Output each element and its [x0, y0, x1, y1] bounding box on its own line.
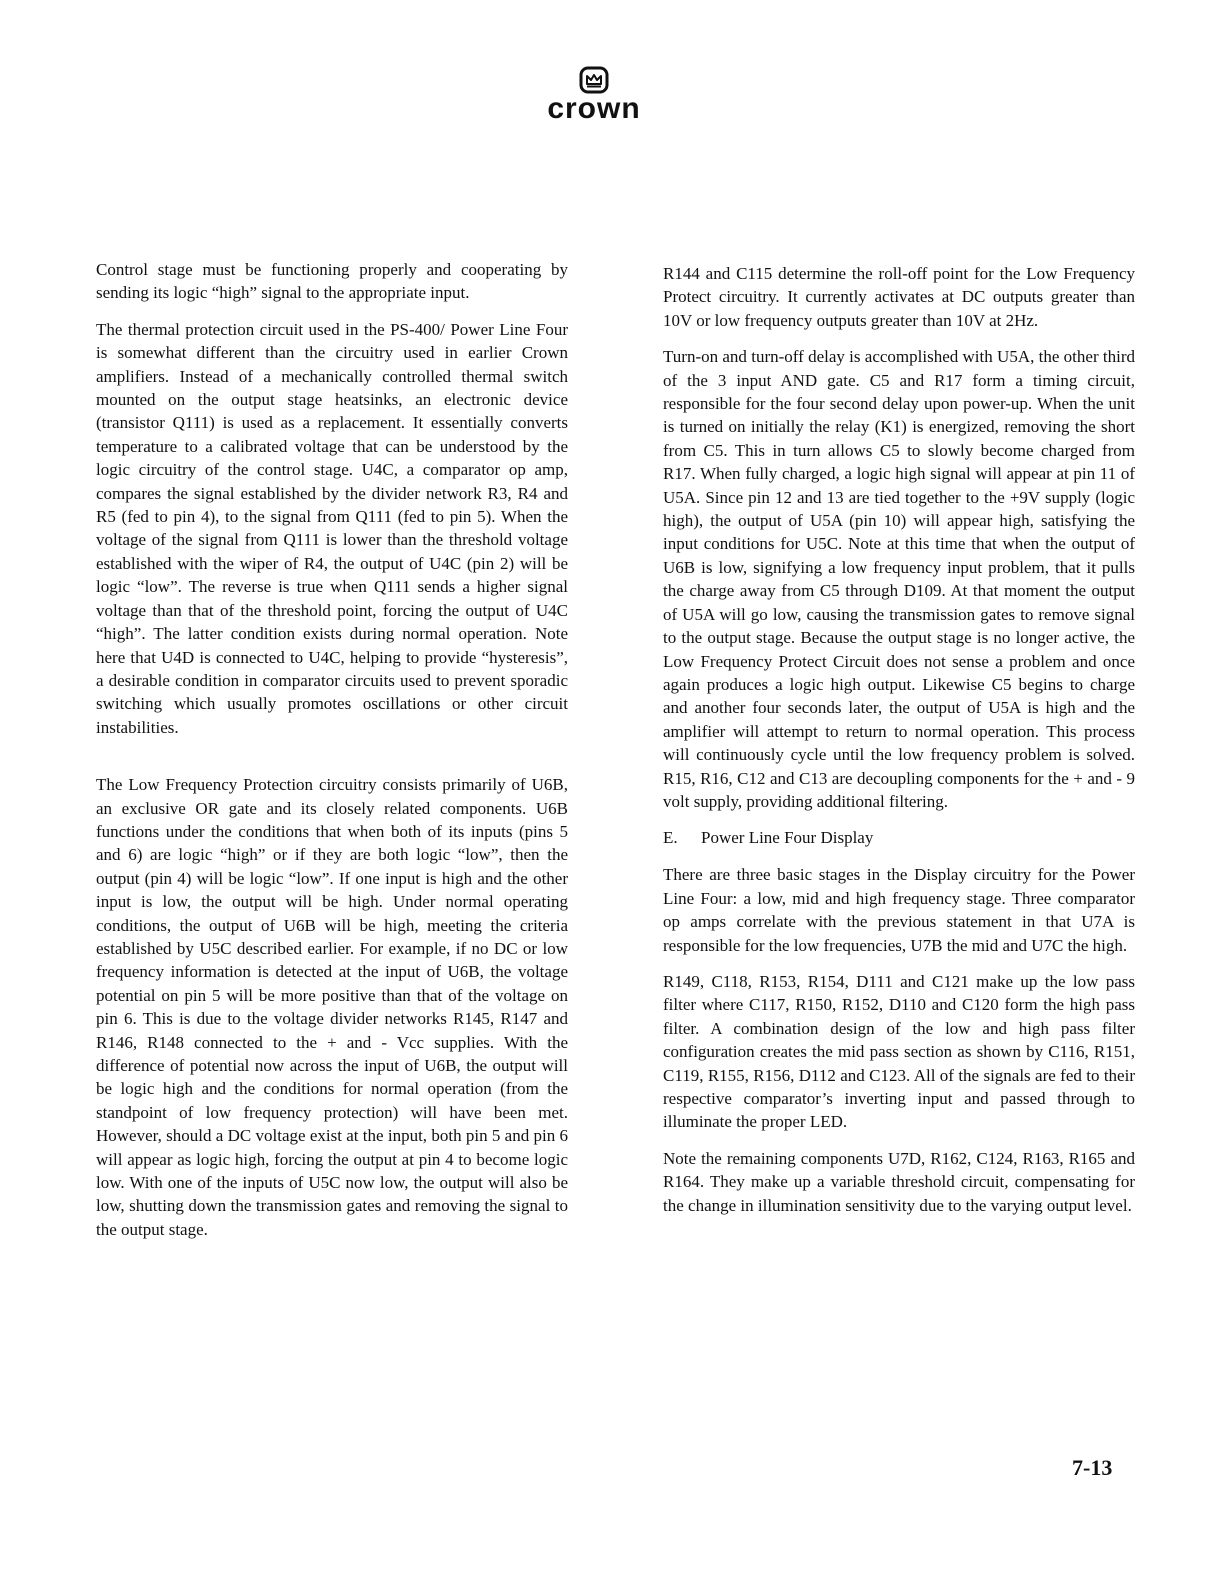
page-number: 7-13	[1072, 1455, 1113, 1480]
section-heading	[663, 826, 1135, 849]
paragraph-low-frequency-protection: The Low Frequency Protection circuitry consists primarily of U6B, an exclusive OR gate and its closely related components. U6B functions under the conditions that when both of its inputs (pins 5 and 6) are logic “high” or if they are both logic “low”, then the output (pin 4) will be logic “low”. If one input is high and the other input is low, the output will be high. Under normal operating conditions, the output of U6B will be high, meeting the criteria established by U5C described earlier. For example, if no DC or low frequency information is detected at the input of U6B, the voltage potential on pin 5 will be more positive than that of the voltage on pin 6. This is due to the voltage divider networks R145, R147 and R146, R148 connected to the + and - Vcc supplies. With the difference of potential now across the input of U6B, the output will be logic high and the conditions for normal operation (from the standpoint of low frequency protection) will have been met. However, should a DC voltage exist at the input, both pin 5 and pin 6 will appear as logic high, forcing the output at pin 4 to become logic low. With one of the inputs of U5C now low, the output will also be low, shutting down the transmission gates and removing the signal to the output stage.	[96, 775, 568, 1239]
paragraph-turn-on-delay: Turn-on and turn-off delay is accomplished with U5A, the other third of the 3 input AND gate. C5 and R17 form a timing circuit, responsible for the four second delay upon power-up. When the unit is turned on initially the relay (K1) is energized, removing the short from C5. This in turn allows C5 to slowly become charged from R17. When fully charged, a logic high signal will appear at pin 11 of U5A. Since pin 12 and 13 are tied together to the +9V supply (logic high), the output of U5A (pin 10) will appear high, satisfying the input conditions for U5C. Note at this time that when the output of U6B is low, signifying a low frequency input problem, that it pulls the charge away from C5 through D109. At that moment the output of U5A will go low, causing the transmission gates to remove signal to the output stage. Because the output stage is no longer active, the Low Frequency Protect Circuit does not sense a problem and once again produces a logic high output. Likewise C5 begins to charge and another four seconds later, the output of U5A is high and the amplifier will attempt to return to normal operation. This process will continuously cycle until the low frequency problem is solved. R15, R16, C12 and C13 are decoupling components for the + and - 9 volt supply, providing additional filtering.	[663, 347, 1135, 811]
left-column	[96, 258, 568, 1254]
section-letter: E.	[663, 828, 678, 848]
paragraph-display-stages: There are three basic stages in the Display circuitry for the Power Line Four: a low, mid and high frequency stage. Three comparator op amps correlate with the previous statement in that U7A is responsible for the low frequencies, U7B the mid and U7C the high.	[663, 865, 1135, 955]
paragraph-control-stage: Control stage must be functioning properly and cooperating by sending its logic “high” signal to the appropriate input.	[96, 260, 568, 303]
crown-icon	[579, 66, 609, 94]
paragraph-rolloff: R144 and C115 determine the roll-off point for the Low Frequency Protect circuitry. It currently activates at DC outputs greater than 10V or low frequency outputs greater than 10V at 2Hz.	[663, 264, 1135, 330]
paragraph-threshold-circuit: Note the remaining components U7D, R162, C124, R163, R165 and R164. They make up a variable threshold circuit, compensating for the change in illumination sensitivity due to the varying output level.	[663, 1148, 1135, 1215]
right-column	[663, 258, 1135, 1230]
crown-logo	[532, 66, 656, 125]
paragraph-filters: R149, C118, R153, R154, D111 and C121 make up the low pass filter where C117, R150, R152, D110 and C120 form the high pass filter. A combination design of the low and high pass filter configuration creates the mid pass section as shown by C116, R151, C119, R155, R156, D112 and C123. All of the signals are fed to their respective comparator’s inverting input and passed through to illuminate the proper LED.	[663, 971, 1135, 1132]
logo-text: crown	[547, 92, 641, 125]
section-title: Power Line Four Display	[701, 828, 874, 848]
paragraph-thermal-protection: The thermal protection circuit used in the PS-400/ Power Line Four is somewhat different than the circuitry used in earlier Crown amplifiers. Instead of a mechanically controlled thermal switch mounted on the output stage heatsinks, an electronic device (transistor Q111) is used as a replacement. It essentially converts temperature to a calibrated voltage that can be understood by the logic circuitry of the control stage. U4C, a comparator op amp, compares the signal established by the divider network R3, R4 and R5 (fed to pin 4), to the signal from Q111 (fed to pin 5). When the voltage of the signal from Q111 is lower than the threshold voltage established with the wiper of R4, the output of U4C (pin 2) will be logic “low”. The reverse is true when Q111 sends a higher signal voltage than that of the threshold point, forcing the output of U4C “high”. The latter condition exists during normal operation. Note here that U4D is connected to U4C, helping to provide “hysteresis”, a desirable condition in comparator circuits used to prevent sporadic switching which usually promotes oscillations or other circuit instabilities.	[96, 319, 568, 737]
